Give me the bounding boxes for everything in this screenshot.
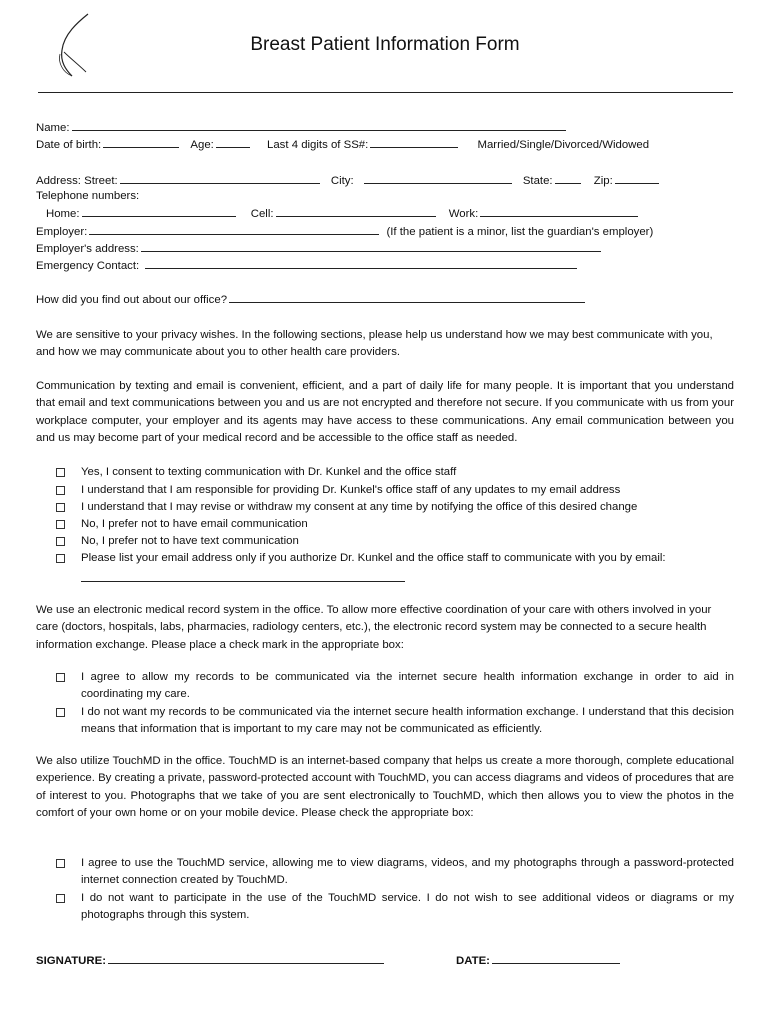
checkbox-item (56, 464, 734, 481)
communication-paragraph: Communication by texting and email is convenient, efficient, and a part of daily life for many people. It is important that you understand that email and text communications between you and us are not encrypted and therefore not secure. If you communicate with us from your workplace computer, your employer and its agents may have access to these communications. Any email communication between you and us may become part of your medical record and be accessible to the office staff as needed. (36, 380, 734, 444)
employer-note: (If the patient is a minor, list the guardian's employer) (386, 226, 654, 238)
emergency-row (36, 258, 581, 273)
home-phone-field[interactable] (82, 206, 236, 217)
state-field[interactable] (555, 173, 581, 184)
phone-row (46, 206, 642, 221)
cell-phone-field[interactable] (276, 206, 436, 217)
city-field[interactable] (364, 173, 512, 184)
age-field[interactable] (216, 137, 250, 148)
email-authorize-checkbox[interactable] (56, 554, 65, 563)
address-row (36, 173, 663, 188)
cell-phone-label: Cell: (250, 208, 274, 220)
employer-address-row (36, 241, 605, 256)
consent-text-checkbox[interactable] (56, 468, 65, 477)
employer-row (36, 224, 653, 239)
signature-row (36, 953, 388, 967)
referral-row (36, 292, 589, 307)
zip-field[interactable] (615, 173, 659, 184)
marital-status-options[interactable]: Married/Single/Divorced/Widowed (477, 139, 650, 151)
page-title: Breast Patient Information Form (250, 34, 520, 55)
zip-label: Zip: (593, 175, 613, 187)
touchmd-agree-checkbox[interactable] (56, 859, 65, 868)
date-label: DATE: (456, 955, 490, 967)
privacy-intro: We are sensitive to your privacy wishes. In the following sections, please help us understand how we may best communicate with you, and how we may communicate about you to other health care providers. (36, 329, 713, 359)
telephone-heading: Telephone numbers: (36, 190, 140, 202)
checkbox-label: I do not want my records to be communicated via the internet secure health information exchange. I understand that this decision means that information that is important to my care may not be communicated as efficiently. (81, 706, 734, 736)
employer-address-label: Employer's address: (36, 243, 139, 255)
referral-label: How did you find out about our office? (36, 294, 228, 306)
dob-label: Date of birth: (36, 139, 102, 151)
date-row (456, 953, 624, 967)
checkbox-item (56, 499, 734, 516)
email-address-field[interactable] (81, 571, 405, 582)
street-label: Address: Street: (36, 175, 118, 187)
emergency-label: Emergency Contact: (36, 260, 140, 272)
checkbox-label: I agree to allow my records to be communicated via the internet secure health information exchange in order to aid in coordinating my care. (81, 671, 734, 701)
touchmd-paragraph: We also utilize TouchMD in the office. TouchMD is an internet-based company that helps us create a more thorough, complete educational experience. By creating a private, password-protected account with TouchMD, you can access diagrams and videos of procedures that are of interest to you. Photographs that we take of you are sent electronically to TouchMD, which then allows you to view the photos in the comfort of your own home or on your mobile device. Please check the appropriate box: (36, 755, 734, 819)
city-label: City: (330, 175, 354, 187)
checkbox-item (56, 669, 734, 704)
emr-agree-checkbox[interactable] (56, 673, 65, 682)
signature-label: SIGNATURE: (36, 955, 107, 967)
emergency-field[interactable] (145, 258, 577, 269)
emr-decline-checkbox[interactable] (56, 708, 65, 717)
checkbox-label: No, I prefer not to have text communication (81, 535, 299, 547)
checkbox-label: I agree to use the TouchMD service, allowing me to view diagrams, videos, and my photographs through a password-protected internet connection created by TouchMD. (81, 857, 734, 887)
state-label: State: (522, 175, 553, 187)
dob-field[interactable] (103, 137, 179, 148)
header-divider (38, 92, 733, 93)
checkbox-label: I understand that I am responsible for providing Dr. Kunkel's office staff of any updates to my email address (81, 484, 621, 496)
revise-consent-checkbox[interactable] (56, 503, 65, 512)
dob-row (36, 137, 649, 152)
checkbox-label: Please list your email address only if you authorize Dr. Kunkel and the office staff to communicate with you by email: (81, 552, 666, 564)
checkbox-item (56, 482, 734, 499)
no-email-checkbox[interactable] (56, 520, 65, 529)
no-text-checkbox[interactable] (56, 537, 65, 546)
signature-field[interactable] (108, 953, 384, 964)
name-label: Name: (36, 122, 70, 134)
referral-field[interactable] (229, 292, 585, 303)
name-field[interactable] (72, 120, 566, 131)
checkbox-item (56, 890, 734, 925)
checkbox-label: I do not want to participate in the use of the TouchMD service. I do not wish to see additional videos or diagrams or my photographs through this system. (81, 892, 734, 922)
home-phone-label: Home: (46, 208, 80, 220)
checkbox-label: Yes, I consent to texting communication with Dr. Kunkel and the office staff (81, 466, 457, 478)
checkbox-item (56, 516, 734, 533)
name-row (36, 120, 570, 135)
checkbox-label: I understand that I may revise or withdraw my consent at any time by notifying the office of this desired change (81, 501, 638, 513)
employer-address-field[interactable] (141, 241, 601, 252)
checkbox-item (56, 704, 734, 739)
emr-paragraph: We use an electronic medical record system in the office. To allow more effective coordination of your care with others involved in your care (doctors, hospitals, labs, pharmacies, radiology centers, etc.), the electronic record system may be connected to a secure health information exchange. Please place a check mark in the appropriate box: (36, 604, 712, 651)
age-label: Age: (190, 139, 214, 151)
street-field[interactable] (120, 173, 320, 184)
checkbox-item (56, 533, 734, 550)
email-updates-checkbox[interactable] (56, 486, 65, 495)
checkbox-item (56, 550, 734, 567)
checkbox-label: No, I prefer not to have email communication (81, 518, 308, 530)
work-phone-field[interactable] (480, 206, 638, 217)
ssn-field[interactable] (370, 137, 458, 148)
employer-field[interactable] (89, 224, 379, 235)
checkbox-item (56, 855, 734, 890)
ssn-label: Last 4 digits of SS#: (267, 139, 369, 151)
work-phone-label: Work: (448, 208, 479, 220)
touchmd-decline-checkbox[interactable] (56, 894, 65, 903)
employer-label: Employer: (36, 226, 88, 238)
date-field[interactable] (492, 953, 620, 964)
